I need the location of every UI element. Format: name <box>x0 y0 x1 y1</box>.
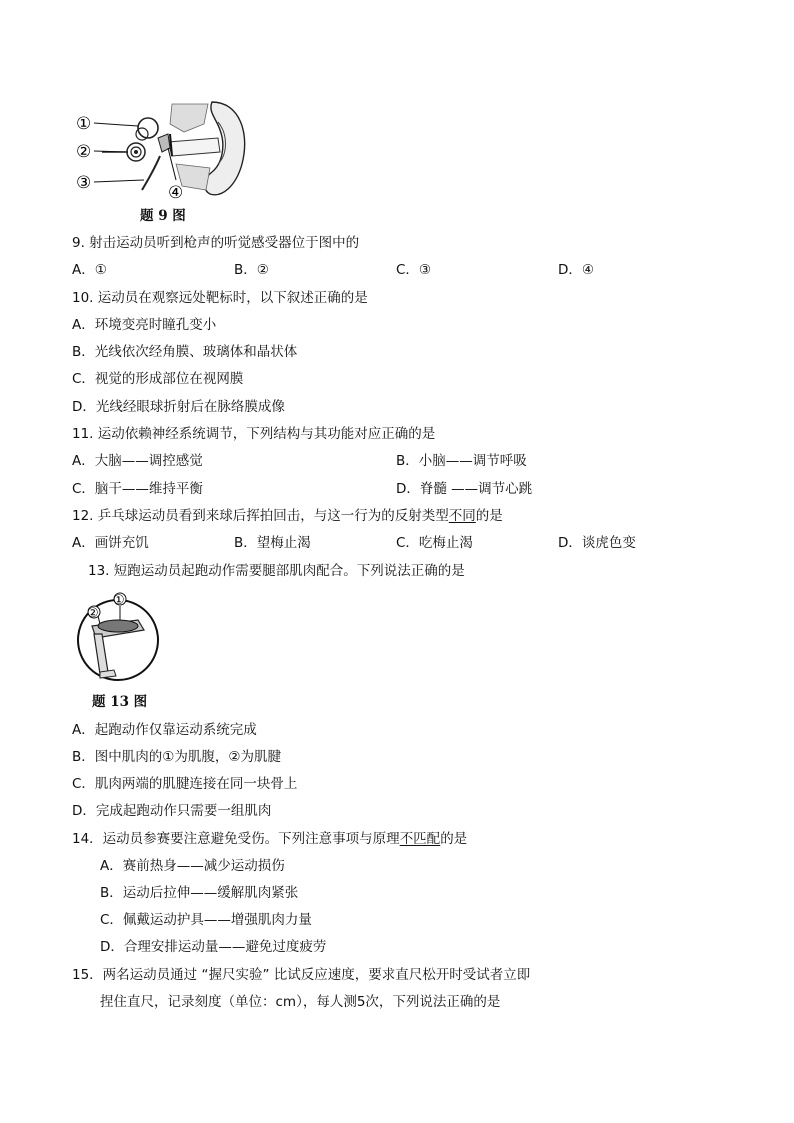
q14-stem-before: 14．运动员参赛要注意避免受伤。下列注意事项与原理 <box>72 831 400 847</box>
q12-option-a: A．画饼充饥 <box>72 535 149 551</box>
q12-option-d: D．谈虎色变 <box>558 535 636 551</box>
q15-line-1: 15．两名运动员通过 “握尺实验” 比试反应速度，要求直尺松开时受试者立即 <box>72 967 531 983</box>
q14-stem <box>72 829 467 849</box>
q9-option-a: A．① <box>72 262 107 278</box>
q10-option-d: D．光线经眼球折射后在脉络膜成像 <box>72 399 285 415</box>
figure-13-caption: 题 13 图 <box>92 694 148 710</box>
q11-option-a: A．大脑——调控感觉 <box>72 453 203 469</box>
q14-stem-underlined: 不匹配 <box>399 831 441 847</box>
q9-option-b: B．② <box>234 262 269 278</box>
q15-line-2: 捏住直尺，记录刻度（单位：cm），每人测5次，下列说法正确的是 <box>100 994 501 1010</box>
q14-option-b: B．运动后拉伸——缓解肌肉紧张 <box>100 885 299 901</box>
q14-option-d: D．合理安排运动量——避免过度疲劳 <box>100 939 327 955</box>
q11-option-c: C．脑干——维持平衡 <box>72 481 203 497</box>
q11-option-b: B．小脑——调节呼吸 <box>396 453 527 469</box>
q13-option-d: D．完成起跑动作只需要一组肌肉 <box>72 803 272 819</box>
q12-option-b: B．望梅止渴 <box>234 535 311 551</box>
q10-option-b: B．光线依次经角膜、玻璃体和晶状体 <box>72 344 298 360</box>
q10-stem: 10. 运动员在观察远处靶标时，以下叙述正确的是 <box>72 290 368 306</box>
ear-label-1: ① <box>76 114 92 134</box>
q14-option-c: C．佩戴运动护具——增强肌肉力量 <box>100 912 312 928</box>
q9-option-d: D．④ <box>558 262 594 278</box>
ear-label-4: ④ <box>168 183 184 203</box>
q12-stem-underlined: 不同 <box>448 508 476 524</box>
q12-stem-after: 的是 <box>475 508 503 524</box>
leg-label-1: ① <box>113 593 125 608</box>
ear-diagram <box>72 94 252 206</box>
q14-stem-after: 的是 <box>440 831 468 847</box>
q10-option-c: C．视觉的形成部位在视网膜 <box>72 371 244 387</box>
q11-option-d: D．脊髓 ——调节心跳 <box>396 481 533 497</box>
q12-stem <box>72 506 503 526</box>
ear-label-3: ③ <box>76 173 92 193</box>
q13-option-c: C．肌肉两端的肌腱连接在同一块骨上 <box>72 776 298 792</box>
q10-option-a: A．环境变亮时瞳孔变小 <box>72 317 217 333</box>
q14-option-a: A．赛前热身——减少运动损伤 <box>100 858 285 874</box>
leg-muscle-diagram <box>74 590 164 690</box>
leg-label-2: ② <box>87 606 99 621</box>
q9-stem: 9. 射击运动员听到枪声的听觉感受器位于图中的 <box>72 235 360 251</box>
q9-option-c: C．③ <box>396 262 432 278</box>
q13-option-b: B．图中肌肉的①为肌腹，②为肌腱 <box>72 749 281 765</box>
ear-label-2: ② <box>76 142 92 162</box>
q11-stem: 11. 运动依赖神经系统调节，下列结构与其功能对应正确的是 <box>72 426 436 442</box>
q13-stem: 13. 短跑运动员起跑动作需要腿部肌肉配合。下列说法正确的是 <box>88 563 465 579</box>
q13-option-a: A．起跑动作仅靠运动系统完成 <box>72 722 257 738</box>
q12-option-c: C．吃梅止渴 <box>396 535 473 551</box>
q12-stem-before: 12. 乒乓球运动员看到来球后挥拍回击，与这一行为的反射类型 <box>72 508 449 524</box>
figure-9-caption: 题 9 图 <box>140 208 186 224</box>
